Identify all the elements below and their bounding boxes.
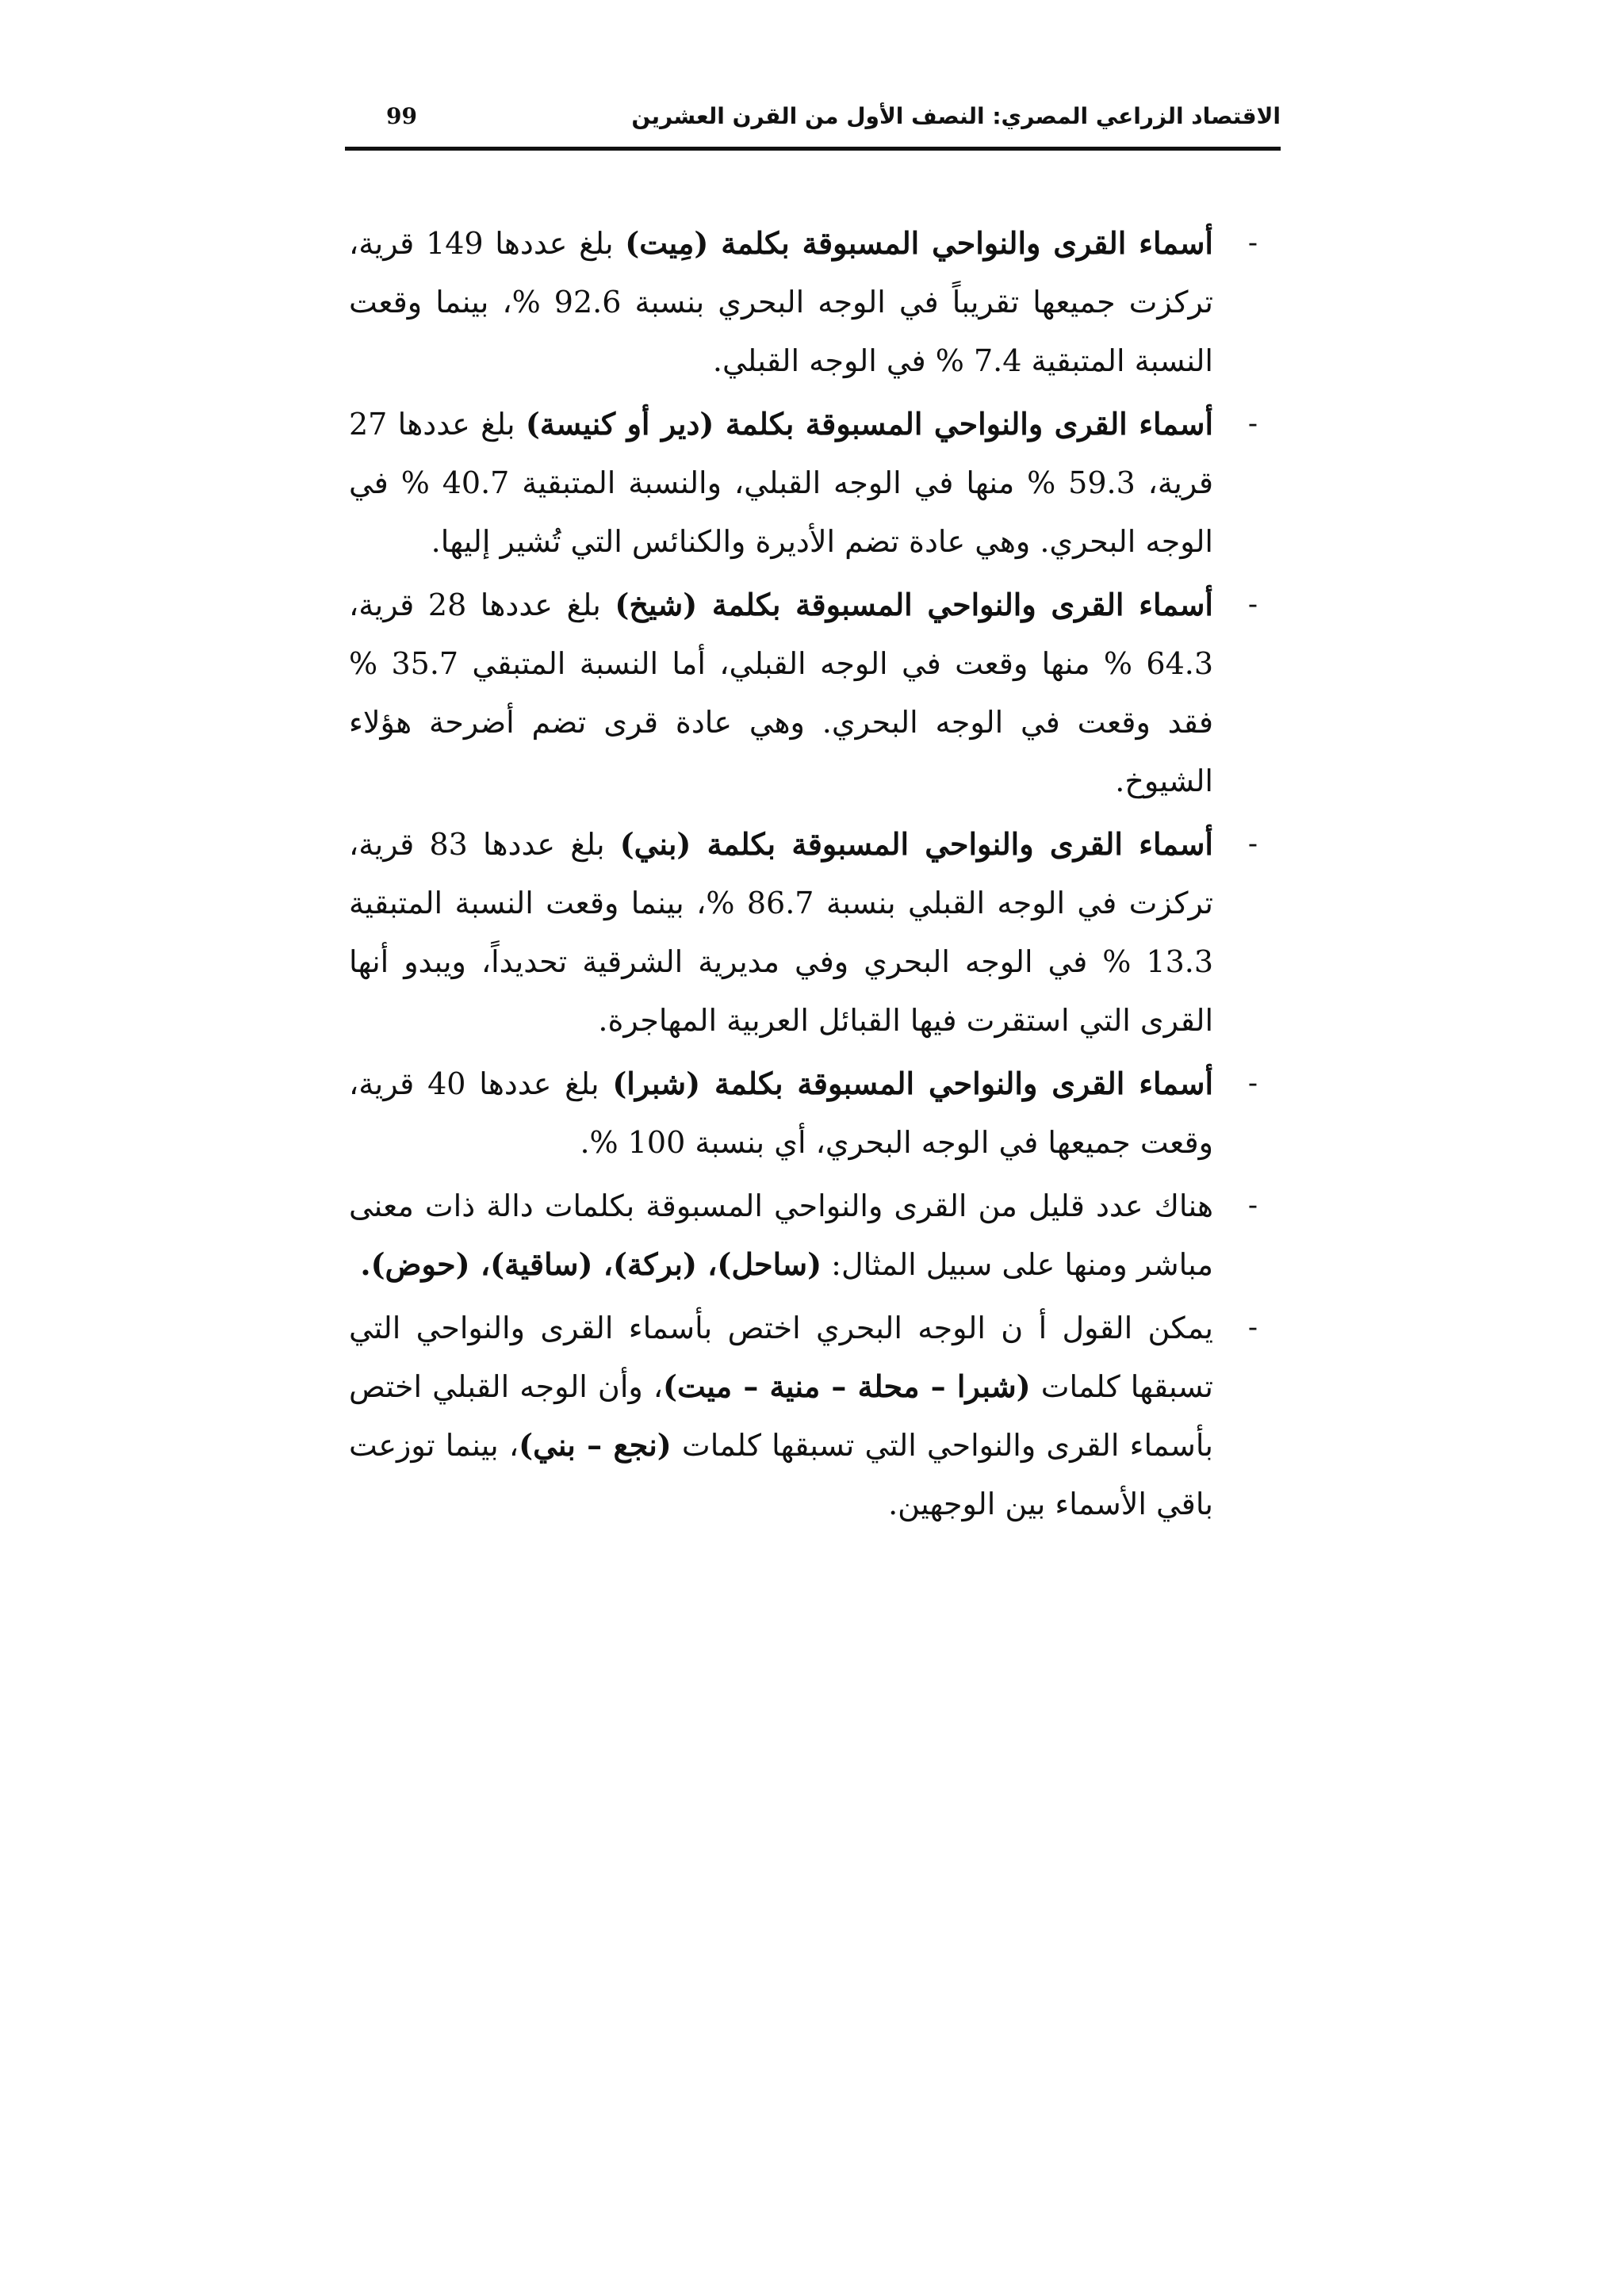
item-heading: أسماء القرى والنواحي المسبوقة بكلمة (دير أو كنيسة) [525,406,1214,442]
item-emphasis: (ساحل)، (بركة)، (ساقية)، (حوض). [360,1246,822,1282]
header-rule [345,147,1281,151]
item-text: يمكن القول أ ن الوجه البحري اختص بأسماء القرى والنواحي التي تسبقها كلمات [349,1311,1213,1404]
bullet-dash: - [1247,828,1258,860]
item-text: بلغ عددها 149 قرية، تركزت جميعها تقريباً في الوجه البحري بنسبة 92.6 %، بينما وقعت النسبة المتبقية 7.4 % في الوجه القبلي. [349,226,1214,378]
bullet-dash: - [1247,408,1258,440]
item-heading: أسماء القرى والنواحي المسبوقة بكلمة (بني) [619,826,1213,862]
item-text: بلغ عددها 83 قرية، تركزت في الوجه القبلي بنسبة 86.7 %، بينما وقعت النسبة المتبقية 13.3 % في الوجه البحري وفي مديرية الشرقية تحديداً، ويبدو أنها القرى التي استقرت فيها القبائل العربية المهاجرة. [349,827,1213,1038]
item-heading: أسماء القرى والنواحي المسبوقة بكلمة (شيخ) [615,587,1213,622]
bullet-list [349,214,1261,1533]
item-text: بلغ عددها 27 قرية، 59.3 % منها في الوجه القبلي، والنسبة المتبقية 40.7 % في الوجه البحري. وهي عادة تضم الأديرة والكنائس التي تُشير إليها. [349,407,1213,559]
bullet-dash: - [1247,227,1258,259]
item-text: بلغ عددها 28 قرية، 64.3 % منها وقعت في الوجه القبلي، أما النسبة المتبقي 35.7 % فقد وقعت في الوجه البحري. وهي عادة قرى تضم أضرحة هؤلاء الشيوخ. [349,587,1213,798]
page-number: 99 [386,103,417,129]
page-body [349,214,1261,1538]
list-item [349,214,1261,390]
item-text: ، وأن الوجه القبلي اختص بأسماء القرى والنواحي التي تسبقها كلمات [349,1369,1213,1463]
list-item [349,576,1261,810]
item-emphasis: (شبرا – محلة – منية – ميت) [663,1368,1031,1404]
item-text: بلغ عددها 40 قرية، وقعت جميعها في الوجه البحري، أي بنسبة 100 %. [349,1066,1213,1160]
item-heading: أسماء القرى والنواحي المسبوقة بكلمة (مِيت) [625,225,1213,261]
bullet-dash: - [1247,1189,1258,1222]
list-item [349,815,1261,1050]
bullet-dash: - [1247,588,1258,621]
list-item [349,1177,1261,1294]
item-heading: أسماء القرى والنواحي المسبوقة بكلمة (شبرا) [612,1066,1214,1101]
running-title: الاقتصاد الزراعي المصري: النصف الأول من القرن العشرين [631,103,1281,129]
page-header [345,94,1281,151]
list-item [349,1299,1261,1533]
bullet-dash: - [1247,1067,1258,1100]
list-item [349,1054,1261,1172]
item-emphasis: (نجع – بني) [519,1427,672,1463]
item-text: هناك عدد قليل من القرى والنواحي المسبوقة بكلمات دالة ذات معنى مباشر ومنها على سبيل المثال: [349,1188,1213,1282]
item-text: ، بينما توزعت باقي الأسماء بين الوجهين. [349,1428,1213,1521]
list-item [349,395,1261,571]
bullet-dash: - [1247,1311,1258,1344]
